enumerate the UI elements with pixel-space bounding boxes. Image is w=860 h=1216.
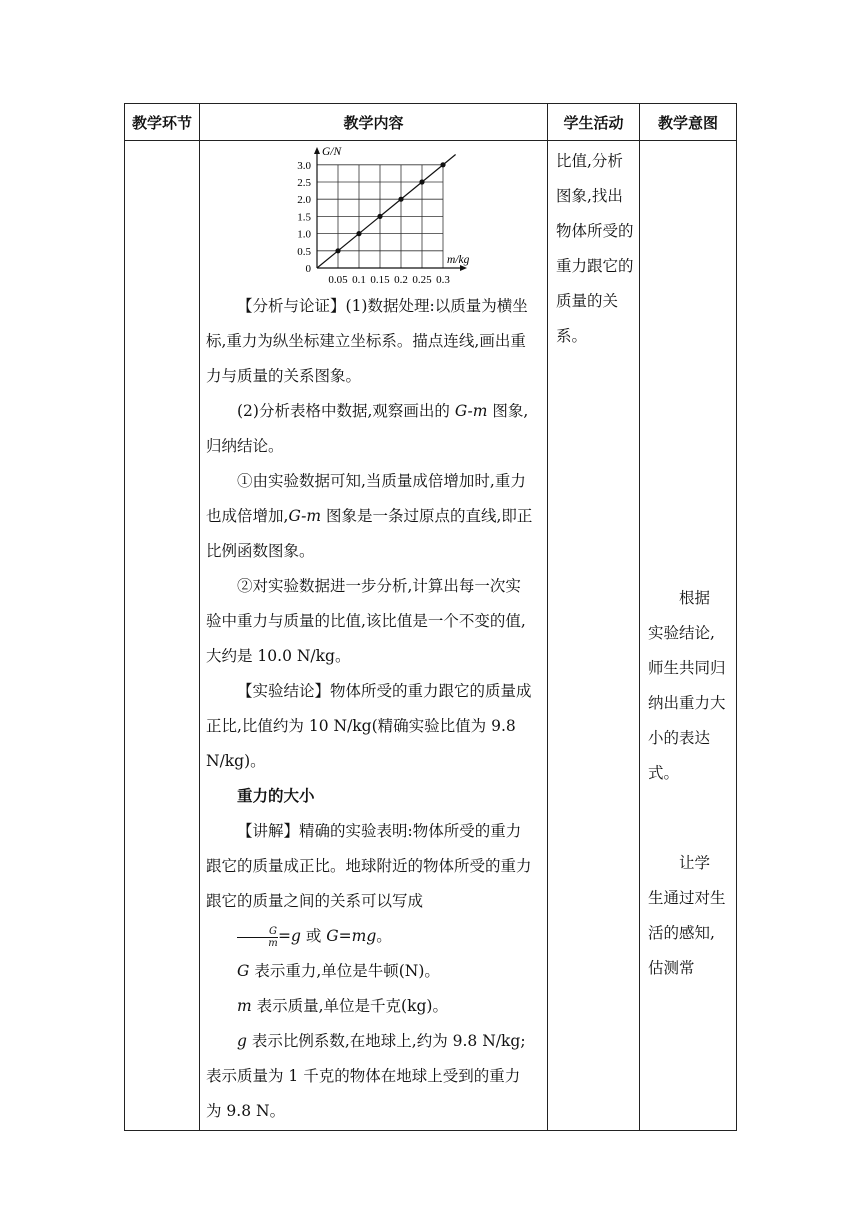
y-tick-label: 0.5: [296, 245, 311, 258]
y-tick-label: 0: [305, 263, 311, 275]
analysis-2a: (2)分析表格中数据,观察画出的: [237, 402, 455, 420]
x-tick-label: 0.15: [369, 274, 390, 286]
header-student: 学生活动: [548, 104, 640, 141]
x-tick-label: 0.05: [327, 274, 348, 286]
analysis-2b: 图象,归纳结论。: [206, 402, 529, 455]
analysis-head: 【分析与论证】: [237, 297, 346, 315]
gm-graph: [206, 143, 535, 289]
x-tick-label: 0.1: [351, 274, 366, 286]
body-row: [125, 141, 737, 1131]
intent-2-rest: 生通过对生活的感知,估测常: [648, 889, 726, 977]
student-activity: 比值,分析图象,找出物体所受的重力跟它的质量的关系。: [556, 152, 634, 345]
section-title: 重力的大小: [237, 787, 315, 805]
header-stage: 教学环节: [125, 104, 200, 141]
x-tick-label: 0.2: [393, 274, 408, 286]
data-point: [356, 231, 361, 236]
formula: [206, 919, 535, 954]
y-tick-label: 2.0: [296, 194, 311, 207]
data-point: [419, 179, 424, 184]
intent-1-rest: 实验结论,师生共同归纳出重力大小的表达式。: [648, 624, 726, 782]
analysis-1: (1)数据处理:以质量为横坐标,重力为纵坐标建立坐标系。描点连线,画出重力与质量的关系图象。: [206, 297, 528, 385]
stage-cell: [125, 141, 200, 1131]
content-cell: [200, 141, 548, 1131]
formula-or: 或: [300, 927, 327, 945]
frac-den: m: [268, 937, 278, 949]
student-cell: [548, 141, 640, 1131]
explain: 精确的实验表明:物体所受的重力跟它的质量成正比。地球附近的物体所受的重力跟它的质量之间的关系可以写成: [206, 822, 532, 910]
lesson-table: [124, 103, 737, 1131]
gm-chart-svg: [281, 143, 481, 289]
formula-end: 。: [376, 927, 392, 945]
data-point: [398, 197, 403, 202]
m-symbol: m: [237, 997, 252, 1015]
x-tick-label: 0.25: [411, 274, 432, 286]
intent-cell: [640, 141, 737, 1131]
m-desc: 表示质量,单位是千克(kg)。: [251, 997, 448, 1015]
gm-term-2: G-m: [288, 507, 322, 525]
point-2: ②对实验数据进一步分析,计算出每一次实验中重力与质量的比值,该比值是一个不变的值,大约是 10.0 N/kg。: [206, 577, 526, 665]
fraction: [237, 926, 278, 949]
point-1a: ①由实验数据可知,当质量成倍增加时,重力也成倍增加,: [206, 472, 526, 525]
intent-1-first: 根据: [679, 589, 711, 607]
explain-head: 【讲解】: [237, 822, 300, 840]
data-point: [335, 248, 340, 253]
x-axis-label: m/kg: [446, 254, 469, 266]
y-tick-label: 1.5: [296, 211, 311, 224]
x-tick-label: 0.3: [435, 274, 450, 286]
g-desc: 表示重力,单位是牛顿(N)。: [249, 962, 440, 980]
y-tick-label: 3.0: [296, 159, 311, 172]
conclusion-head: 【实验结论】: [237, 682, 331, 700]
formula-a: =g: [278, 927, 301, 945]
gm-term: G-m: [454, 402, 488, 420]
gg-symbol: g: [237, 1032, 247, 1050]
intent-block-2: [648, 846, 726, 986]
data-point: [377, 214, 382, 219]
y-axis-label: G/N: [321, 146, 341, 158]
intent-2-first: 让学: [679, 854, 711, 872]
conclusion: 物体所受的重力跟它的质量成正比,比值约为 10 N/kg(精确实验比值为 9.8 N/kg)。: [206, 682, 532, 770]
header-intent: 教学意图: [640, 104, 737, 141]
header-row: [125, 104, 737, 141]
y-tick-label: 2.5: [296, 177, 311, 189]
formula-b: G=mg: [326, 927, 377, 945]
header-content: 教学内容: [200, 104, 548, 141]
data-point: [440, 162, 445, 167]
frac-num: G: [237, 926, 278, 938]
point-1b: 图象是一条过原点的直线,即正比例函数图象。: [206, 507, 533, 560]
intent-block-1: [648, 581, 726, 791]
y-tick-label: 1.0: [296, 228, 311, 241]
g-symbol: G: [237, 962, 250, 980]
gg-desc: 表示比例系数,在地球上,约为 9.8 N/kg;表示质量为 1 千克的物体在地球上受到的重力为 9.8 N。: [206, 1032, 526, 1120]
y-axis-arrow: [314, 147, 320, 154]
